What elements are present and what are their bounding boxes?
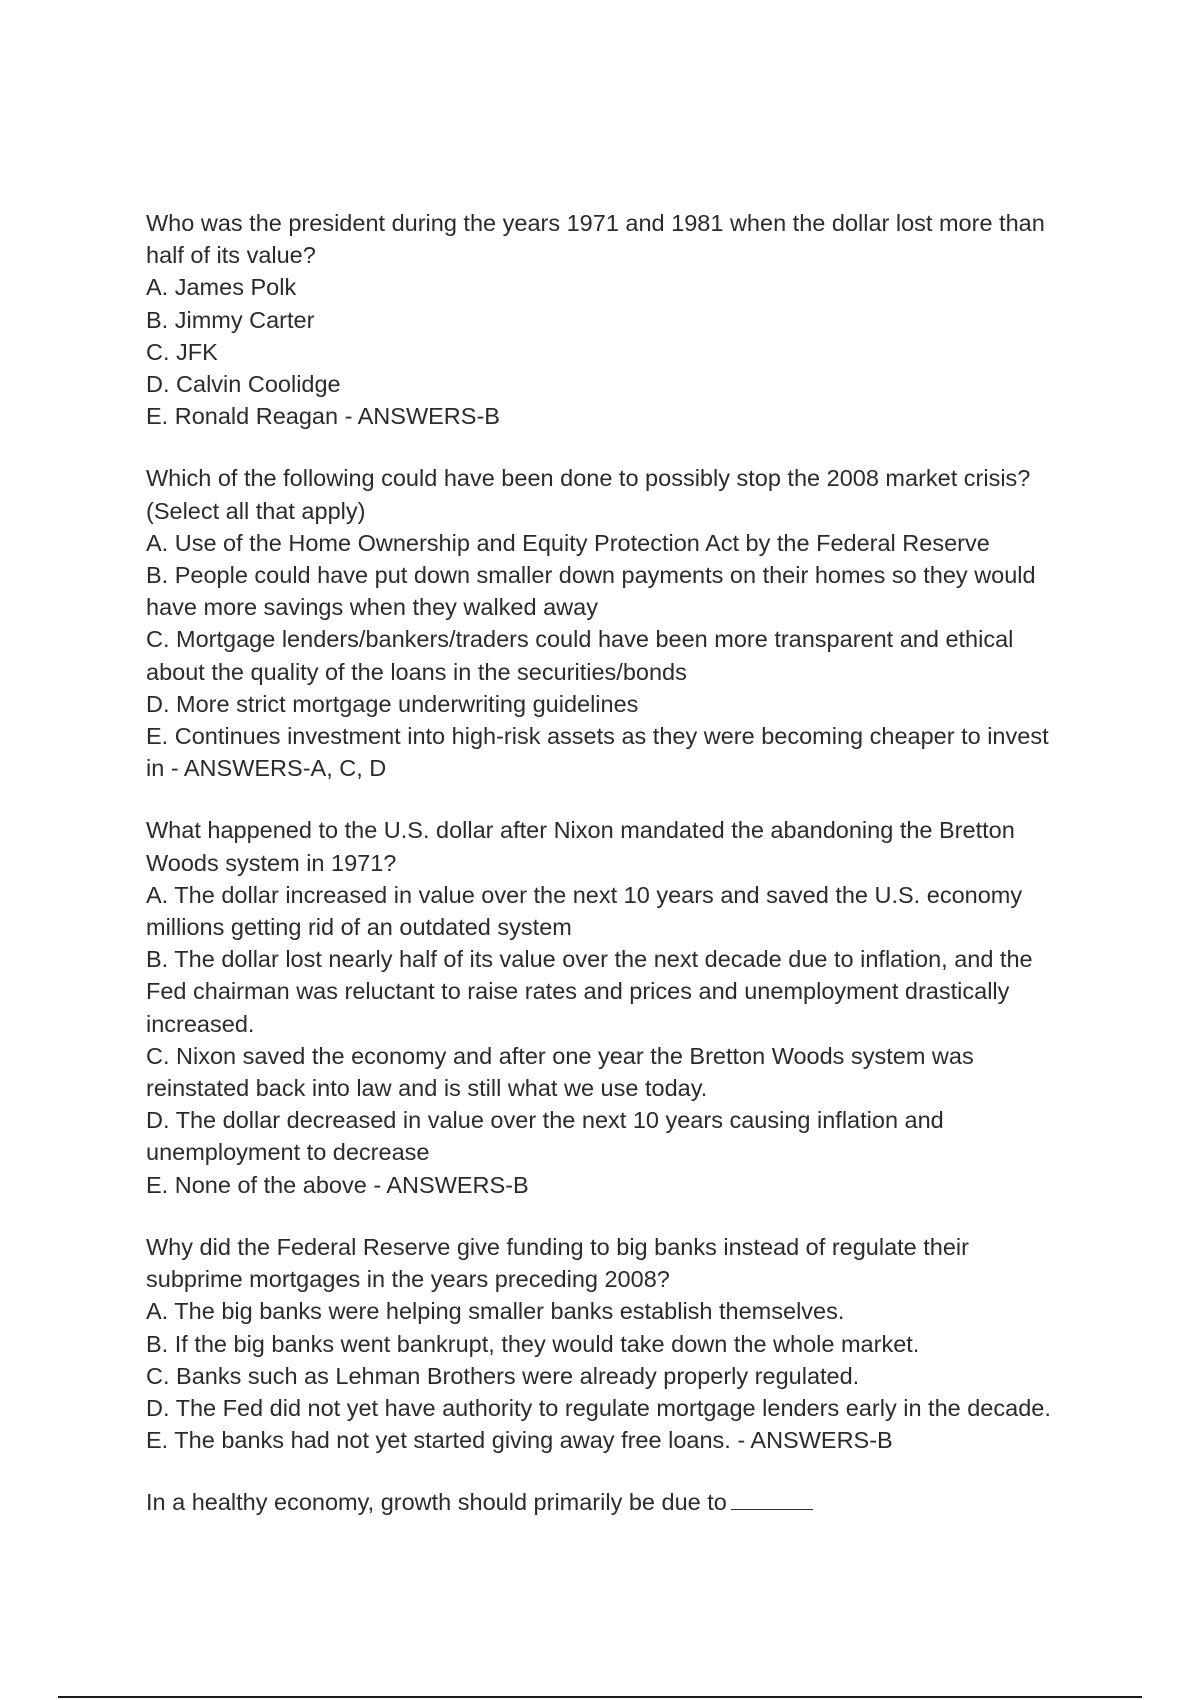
question-4 [146, 1231, 1066, 1456]
answer-option: A. James Polk [146, 274, 297, 301]
answer-option: D. The dollar decreased in value over the next 10 years causing inflation and unemployment to decrease [146, 1107, 944, 1166]
fill-in-blank [731, 1489, 813, 1510]
answer-option: A. Use of the Home Ownership and Equity Protection Act by the Federal Reserve [146, 529, 990, 556]
question-text-with-blank [146, 1486, 1066, 1518]
question-text: What happened to the U.S. dollar after Nixon mandated the abandoning the Bretton Woods system in 1971? [146, 817, 1015, 876]
answer-option: A. The big banks were helping smaller banks establish themselves. [146, 1298, 845, 1325]
answer-option: C. Mortgage lenders/bankers/traders could have been more transparent and ethical about the quality of the loans in the securities/bonds [146, 626, 1014, 685]
question-1 [146, 207, 1066, 432]
question-text: Who was the president during the years 1971 and 1981 when the dollar lost more than half of its value? [146, 210, 1045, 269]
answer-option: D. Calvin Coolidge [146, 371, 341, 398]
question-5 [146, 1486, 1066, 1518]
answer-option: C. JFK [146, 338, 218, 365]
answer-option: D. The Fed did not yet have authority to regulate mortgage lenders early in the decade. [146, 1394, 1051, 1421]
answer-option: D. More strict mortgage underwriting guidelines [146, 690, 639, 717]
question-text: Which of the following could have been done to possibly stop the 2008 market crisis? (Select all that apply) [146, 465, 1031, 524]
document-body [146, 207, 1066, 1549]
answer-option: B. The dollar lost nearly half of its value over the next decade due to inflation, and the Fed chairman was reluctant to raise rates and prices and unemployment drastically increased. [146, 946, 1033, 1037]
answer-option: E. None of the above - ANSWERS-B [146, 1171, 529, 1198]
answer-option: B. Jimmy Carter [146, 306, 315, 333]
question-text: In a healthy economy, growth should primarily be due to [146, 1489, 727, 1516]
question-3 [146, 814, 1066, 1200]
answer-option: C. Nixon saved the economy and after one year the Bretton Woods system was reinstated back into law and is still what we use today. [146, 1042, 974, 1102]
page-bottom-rule [58, 1696, 1142, 1698]
answer-option: C. Banks such as Lehman Brothers were already properly regulated. [146, 1362, 860, 1389]
question-2 [146, 462, 1066, 784]
answer-option: E. Continues investment into high-risk assets as they were becoming cheaper to invest in - ANSWERS-A, C, D [146, 723, 1049, 782]
answer-option: E. Ronald Reagan - ANSWERS-B [146, 403, 500, 430]
question-text: Why did the Federal Reserve give funding to big banks instead of regulate their subprime mortgages in the years preceding 2008? [146, 1233, 969, 1293]
answer-option: B. If the big banks went bankrupt, they would take down the whole market. [146, 1330, 920, 1357]
answer-option: B. People could have put down smaller down payments on their homes so they would have more savings when they walked away [146, 562, 1036, 621]
answer-option: A. The dollar increased in value over the next 10 years and saved the U.S. economy millions getting rid of an outdated system [146, 881, 1023, 941]
answer-option: E. The banks had not yet started giving away free loans. - ANSWERS-B [146, 1427, 893, 1454]
